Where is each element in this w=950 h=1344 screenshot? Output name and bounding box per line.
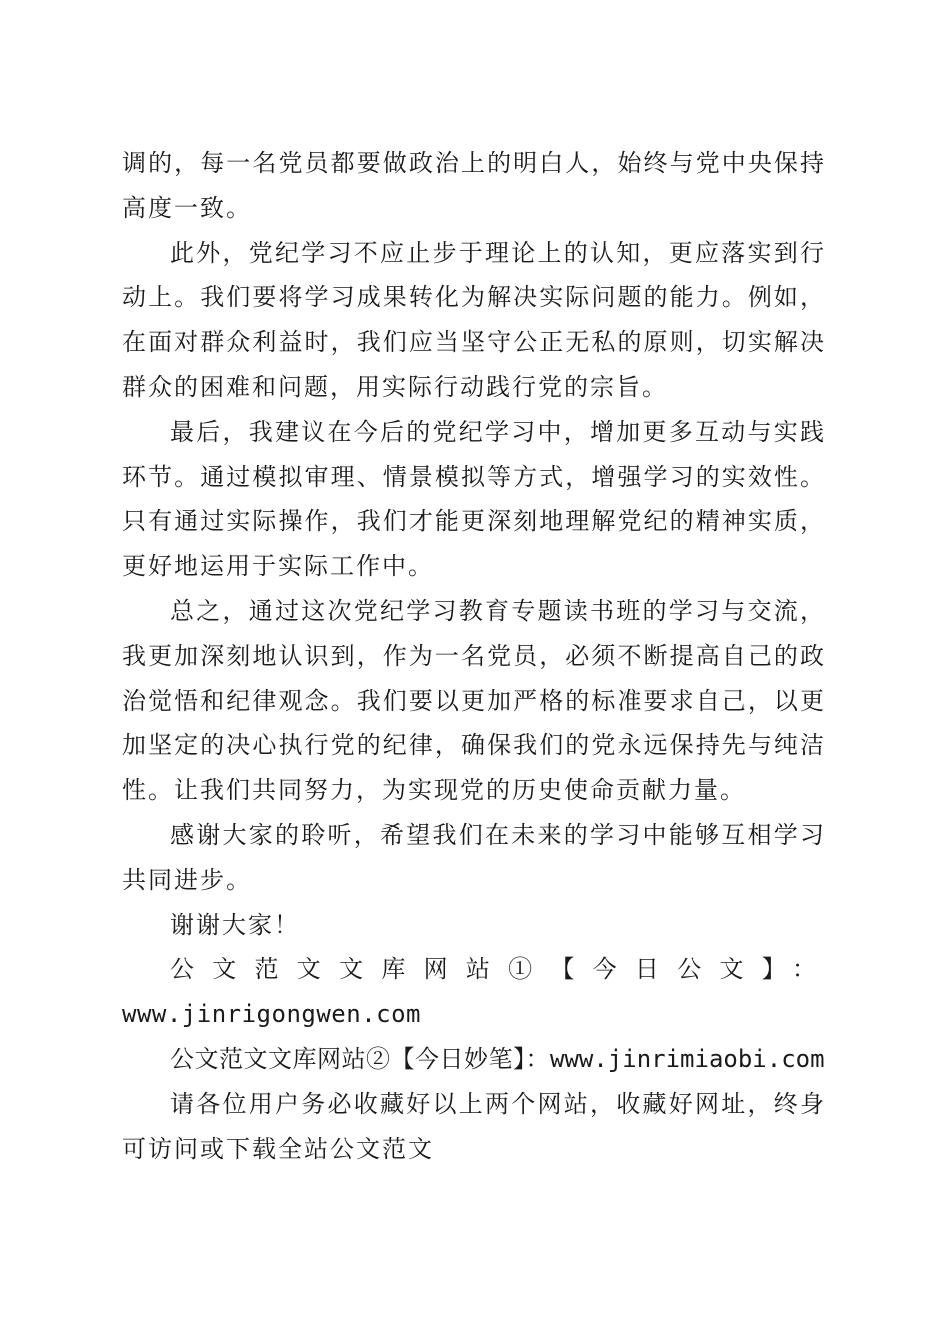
site-1-url-line (122, 992, 826, 1037)
paragraph-notice: 请各位用户务必收藏好以上两个网站，收藏好网址，终身可访问或下载全站公文范文 (122, 1089, 826, 1163)
site-1-url[interactable]: www.jinrigongwen.com (122, 1000, 421, 1029)
site-2-url[interactable]: www.jinrimiaobi.com (550, 1044, 825, 1073)
paragraph-thanks: 感谢大家的聆听，希望我们在未来的学习中能够互相学习共同进步。 (122, 820, 826, 894)
paragraph-suggestion: 最后，我建议在今后的党纪学习中，增加更多互动与实践环节。通过模拟审理、情景模拟等方式，增强学习的实效性。只有通过实际操作，我们才能更深刻地理解党纪的精神实质，更好地运用于实际工作中。 (122, 417, 826, 581)
site-1-line (122, 947, 826, 992)
site-1-label: 公文范文文库网站①【今日公文】： (170, 955, 826, 984)
site-2-line (122, 1037, 826, 1082)
paragraph-action: 此外，党纪学习不应止步于理论上的认知，更应落实到行动上。我们要将学习成果转化为解决实际问题的能力。例如，在面对群众利益时，我们应当坚守公正无私的原则，切实解决群众的困难和问题，用实际行动践行党的宗旨。 (122, 238, 826, 401)
document-body (122, 141, 826, 1171)
paragraph-closing: 谢谢大家！ (170, 910, 300, 939)
paragraph-continuation: 调的，每一名党员都要做政治上的明白人，始终与党中央保持高度一致。 (122, 149, 826, 222)
paragraph-conclusion: 总之，通过这次党纪学习教育专题读书班的学习与交流，我更加深刻地认识到，作为一名党员，必须不断提高自己的政治觉悟和纪律观念。我们要以更加严格的标准要求自己，以更加坚定的决心执行党的纪律，确保我们的党永远保持先与纯洁性。让我们共同努力，为实现党的历史使命贡献力量。 (122, 596, 826, 805)
site-2-label: 公文范文文库网站②【今日妙笔】： (170, 1044, 550, 1073)
